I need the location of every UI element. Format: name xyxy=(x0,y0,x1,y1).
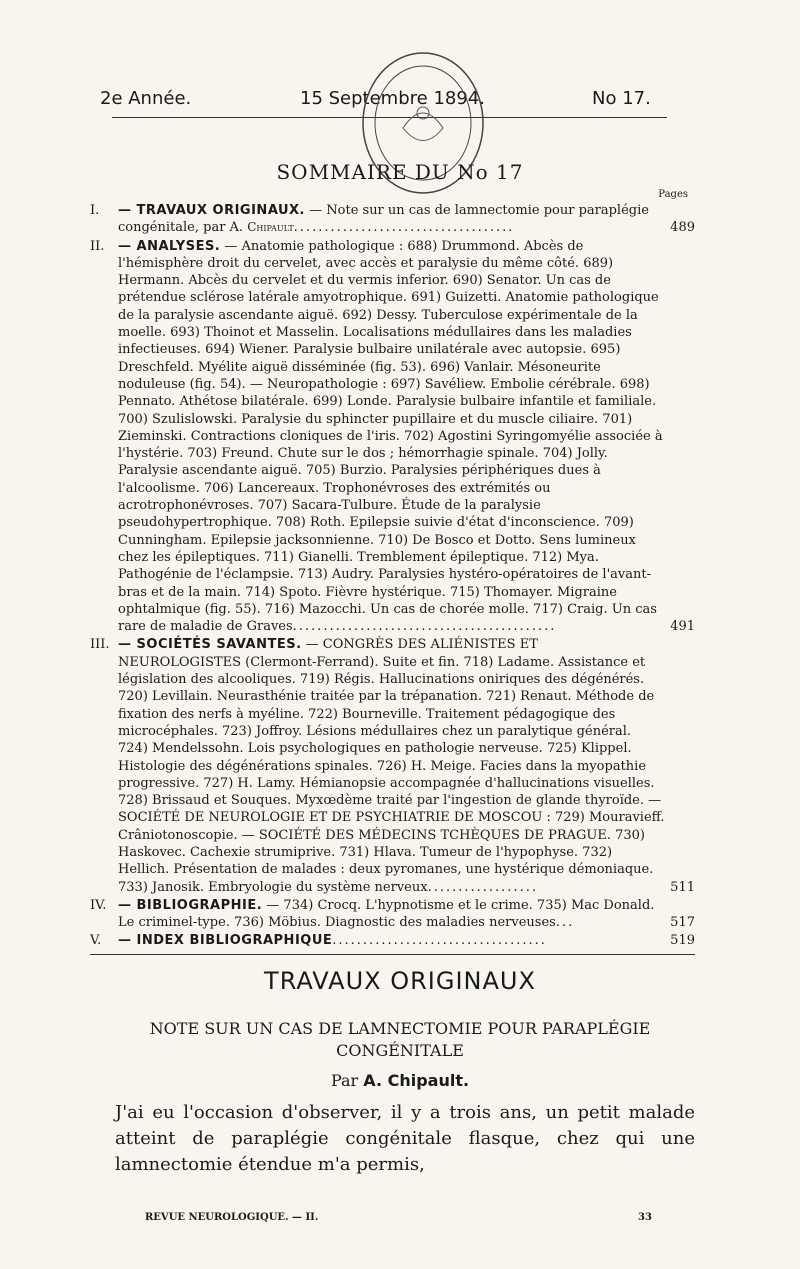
header-date: 15 Septembre 1894. xyxy=(300,88,485,109)
toc-page: 489 xyxy=(670,220,695,236)
toc-page: 517 xyxy=(670,915,695,931)
toc-dots: ... xyxy=(555,915,575,931)
header-number: No 17. xyxy=(592,88,651,109)
footer-page: 33 xyxy=(638,1212,652,1223)
toc-page: 491 xyxy=(670,619,695,635)
toc-section: — TRAVAUX ORIGINAUX. xyxy=(118,203,305,218)
toc-num: IV. xyxy=(90,897,107,913)
toc-dots: .................. xyxy=(427,879,538,895)
toc-author: Chipault xyxy=(247,220,294,235)
toc-text: — CONGRÈS DES ALIÉNISTES ET NEUROLOGISTES (Clermont-Ferrand). Suite et fin. 718) Ladame. Assistance et législation des alcooliques. 719) Régis. Hallucinations oniriques des dégénérés. 720) Levillain. Neurasthénie traitée par la trépanation. 721) Renaut. Méthode de fixation des nerfs à myéline. 722) Bourneville. Traitement pédagogique des microcéphales. 723) Joffroy. Lésions médullaires chez un paralytique général. 724) Mendelssohn. Lois psychologiques en pathologie nerveuse. 725) Klippel. Histologie des dégénérations spinales. 726) H. Meige. Facies dans la myopathie progressive. 727) H. Lamy. Hémianopsie accompagnée d'hallucinations visuelles. 728) Brissaud et Souques. Myxœdème traité par l'ingestion de glande thyroïde. — SOCIÉTÉ DE NEUROLOGIE ET DE PSYCHIATRIE DE MOSCOU : 729) Mouravieff. Crâniotonoscopie. — SOCIÉTÉ DES MÉDECINS TCHÈQUES DE PRAGUE. 730) Haskovec. Cachexie strumiprive. 731) Hlava. Tumeur de l'hypophyse. 732) Hellich. Présentation de malades : deux pyromanes, une hystérique démoniaque. 733) Janosik. Embryologie du système nerveux xyxy=(118,637,665,895)
toc-section: — SOCIÉTÉS SAVANTES. xyxy=(118,637,302,653)
toc-num: I. xyxy=(90,203,100,218)
toc-page: 519 xyxy=(670,933,695,949)
toc-section: — INDEX BIBLIOGRAPHIQUE xyxy=(118,933,333,949)
footer-journal: REVUE NEUROLOGIQUE. — II. xyxy=(145,1212,319,1223)
sommaire-title: SOMMAIRE DU No 17 xyxy=(276,160,524,184)
toc-text: — 734) Crocq. L'hypnotisme et le crime. 735) Mac Donald. Le criminel-type. 736) Möbius. Diagnostic des maladies nerveuses xyxy=(118,897,655,931)
section-title: TRAVAUX ORIGINAUX xyxy=(264,967,536,995)
article-title: NOTE SUR UN CAS DE LAMNECTOMIE POUR PARAPLÉGIE CONGÉNITALE xyxy=(149,1019,651,1060)
toc-dots: ........................................... xyxy=(292,619,557,635)
toc-section: — BIBLIOGRAPHIE. xyxy=(118,897,263,913)
toc-end-rule xyxy=(90,954,695,955)
toc-text: — Note sur un cas de lamnectomie pour paraplégie congénitale, par A. xyxy=(118,203,649,236)
article-byline xyxy=(0,1071,800,1090)
table-of-contents xyxy=(90,200,695,955)
toc-num: V. xyxy=(90,933,102,949)
toc-text: — Anatomie pathologique : 688) Drummond. Abcès de l'hémisphère droit du cervelet, avec accès et paralysie du même côté. 689) Hermann. Abcès du cervelet et du vermis inferior. 690) Senator. Un cas de prétendue sclérose latérale amyotrophique. 691) Guizetti. Anatomie pathologique de la paralysie ascendante aiguë. 692) Dessy. Tuberculose expérimentale de la moelle. 693) Thoinot et Masselin. Localisations médullaires dans les maladies infectieuses. 694) Wiener. Paralysie bulbaire unilatérale avec autopsie. 695) Dreschfeld. Myélite aiguë disséminée (fig. 53). 696) Vanlair. Mésoneurite noduleuse (fig. 54). — Neuropathologie : 697) Savéliew. Embolie cérébrale. 698) Pennato. Athétose bilatérale. 699) Londe. Paralysie bulbaire infantile et familiale. 700) Szulislowski. Paralysie du sphincter pupillaire et du muscle ciliaire. 701) Zieminski. Contractions cloniques de l'iris. 702) Agostini Syringomyélie associée à l'hystérie. 703) Freund. Chute sur le dos ; hémorrhagie spinale. 704) Jolly. Paralysie ascendante aiguë. 705) Burzio. Paralysies périphériques dues à l'alcoolisme. 706) Lancereaux. Trophonévroses des extrémités ou acrotrophonévroses. 707) Sacara-Tulbure. Étude de la paralysie pseudohypertrophique. 708) Roth. Epilepsie suivie d'état d'inconscience. 709) Cunningham. Epilepsie jacksonnienne. 710) De Bosco et Dotto. Sens lumineux chez les épileptiques. 711) Gianelli. Tremblement épileptique. 712) Mya. Pathogénie de l'éclampsie. 713) Audry. Paralysies hystéro-opératoires de l'avant-bras et de la main. 714) Spoto. Fièvre hystérique. 715) Thomayer. Migraine ophtalmique (fig. 55). 716) Mazocchi. Un cas de chorée molle. 717) Craig. Un cas rare de maladie de Graves xyxy=(118,238,663,635)
toc-num: II. xyxy=(90,238,105,254)
byline-author: A. Chipault. xyxy=(363,1071,470,1090)
toc-entry xyxy=(90,897,695,932)
header-year: 2e Année. xyxy=(100,88,192,109)
toc-section: — ANALYSES. xyxy=(118,238,221,254)
toc-dots: ................................... xyxy=(332,933,547,949)
byline-prefix: Par xyxy=(330,1071,359,1090)
article-body: J'ai eu l'occasion d'observer, il y a trois ans, un petit malade atteint de paraplégie congénitale flasque, chez qui une lamnectomie étendue m'a permis, xyxy=(115,1102,695,1175)
toc-entry xyxy=(90,932,695,949)
toc-entry xyxy=(90,238,695,636)
toc-entry xyxy=(90,636,695,895)
toc-page: 511 xyxy=(670,879,695,895)
toc-entry xyxy=(90,202,695,237)
pages-label: Pages xyxy=(658,189,688,200)
toc-num: III. xyxy=(90,637,110,653)
toc-dots: .................................... xyxy=(293,220,515,236)
